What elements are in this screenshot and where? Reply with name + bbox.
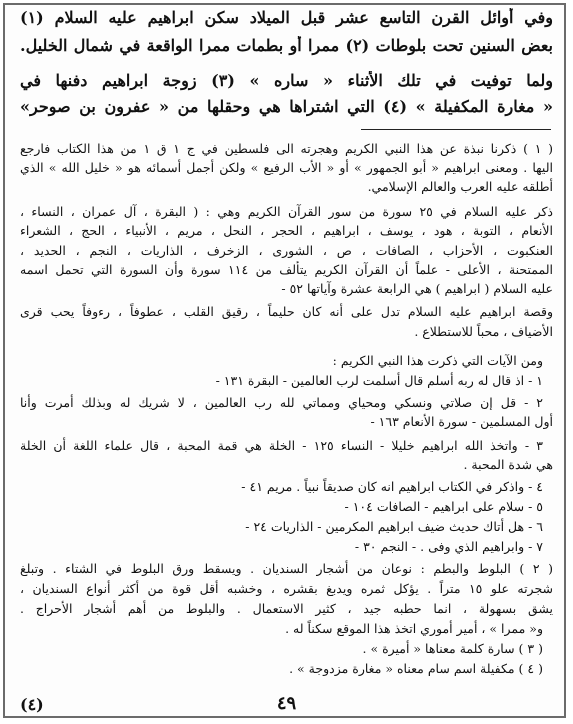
footnote-line: و« ممرا » ، أمير أموري اتخذ هذا الموقع سكناً له . <box>285 621 543 636</box>
footnote-line: أطلقه عليه العرب والعالم الإسلامي. <box>367 179 553 194</box>
main-text-line: وفي أوائل القرن التاسع عشر قبل الميلاد سكن ابراهيم عليه السلام (١) <box>20 8 553 27</box>
footnote-line: يشق بسهولة ، انما حطبه جيد ، كثير الاستعمال . والبلوط من أهم أشجار الأحراج . <box>20 601 553 616</box>
footnote-line: الأنعام ، التوبة ، هود ، يوسف ، ابراهيم ، الحجر ، النحل ، مريم ، الأنبياء ، الحج ، الشعراء <box>20 223 553 238</box>
footnote-line: العنكبوت ، الأحزاب ، الصافات ، ص ، الشورى ، الزخرف ، الذاريات ، النجم ، الحديد ، <box>20 243 553 258</box>
footnote-line: اليها . ومعنى ابراهيم « أبو الجمهور » أو « الأب الرفيع » ولكن أجمل أسمائه هو « خليل الله » الذي <box>20 160 553 175</box>
footnote-line: ١ - اذ قال له ربه أسلم قال أسلمت لرب العالمين - البقرة ١٣١ - <box>215 373 543 388</box>
section-number: (٤) <box>20 695 44 714</box>
footnote-line: ( ٤ ) مكفيلة اسم سام معناه « مغارة مزدوجة » . <box>289 661 543 676</box>
footnote-line: شجرته علو ١٥ متراً . يؤكل ثمره ويدبغ بقشره ، وخشبه أقل قوة من أكثر أنواع السنديان ، <box>20 581 553 596</box>
footnote-line: ٤ - واذكر في الكتاب ابراهيم انه كان صديقاً نبياً . مريم ٤١ - <box>241 479 543 494</box>
footnote-line: ٥ - سلام على ابراهيم - الصافات ١٠٤ - <box>344 499 543 514</box>
footnote-line: ٧ - وابراهيم الذي وفى . - النجم ٣٠ - <box>354 539 543 554</box>
main-text-line: « مغارة المكفيلة » (٤) التي اشتراها هي وحقلها من « عفرون بن صوحر» <box>20 97 553 116</box>
footnote-line: ٣ - واتخذ الله ابراهيم خليلا - النساء ١٢٥ - الخلة هي قمة المحبة ، قال علماء اللغة أن الخلة <box>20 438 543 453</box>
footnote-line: ( ٢ ) البلوط والبطم : نوعان من أشجار السنديان . ويسقط ورق البلوط في الشتاء . وتبلغ <box>20 561 553 576</box>
footnote-line: الممتحنة ، الأعلى - علماً أن القرآن الكريم يتألف من ١١٤ سورة وأن السورة التي تحمل اسمه <box>20 262 553 277</box>
footnote-line: عليه السلام ( ابراهيم ) هي الرابعة عشرة وآياتها ٥٢ - <box>281 281 553 296</box>
page-number: ٤٩ <box>276 693 297 714</box>
footnote-separator <box>361 129 551 130</box>
footnote-line: ٦ - هل أتاك حديث ضيف ابراهيم المكرمين - الذاريات ٢٤ - <box>245 519 543 534</box>
main-text-line: ولما توفيت في تلك الأثناء « ساره » (٣) زوجة ابراهيم دفنها في <box>20 71 553 90</box>
footnote-line: ( ١ ) ذكرنا نبذة عن هذا النبي الكريم وهجرته الى فلسطين في ج ١ ق ١ من هذا الكتاب فارجع <box>20 141 553 156</box>
footnote-line: ومن الآيات التي ذكرت هذا النبي الكريم : <box>332 353 543 368</box>
footnote-line: الأضياف ، محباً للاستطلاع . <box>414 324 553 339</box>
footnote-line: هي شدة المحبة . <box>463 457 553 472</box>
main-text-line: بعض السنين تحت بلوطات (٢) ممرا أو بطمات ممرا الواقعة في شمال الخليل. <box>20 36 553 55</box>
footnote-line: ذكر عليه السلام في ٢٥ سورة من سور القرآن الكريم وهي : ( البقرة ، آل عمران ، النساء ، <box>20 204 553 219</box>
footnote-line: ( ٣ ) سارة كلمة معناها « أميرة » . <box>362 641 543 656</box>
footnote-line: وقصة ابراهيم عليه السلام تدل على أنه كان حليماً ، رقيق القلب ، عطوفاً ، رءوفاً يحب قرى <box>20 304 553 319</box>
footnote-line: ٢ - قل إن صلاتي ونسكي ومحياي ومماتي لله رب العالمين ، لا شريك له وبذلك أمرت وأنا <box>20 395 543 410</box>
footnote-line: أول المسلمين - سورة الأنعام ١٦٣ - <box>370 414 553 429</box>
